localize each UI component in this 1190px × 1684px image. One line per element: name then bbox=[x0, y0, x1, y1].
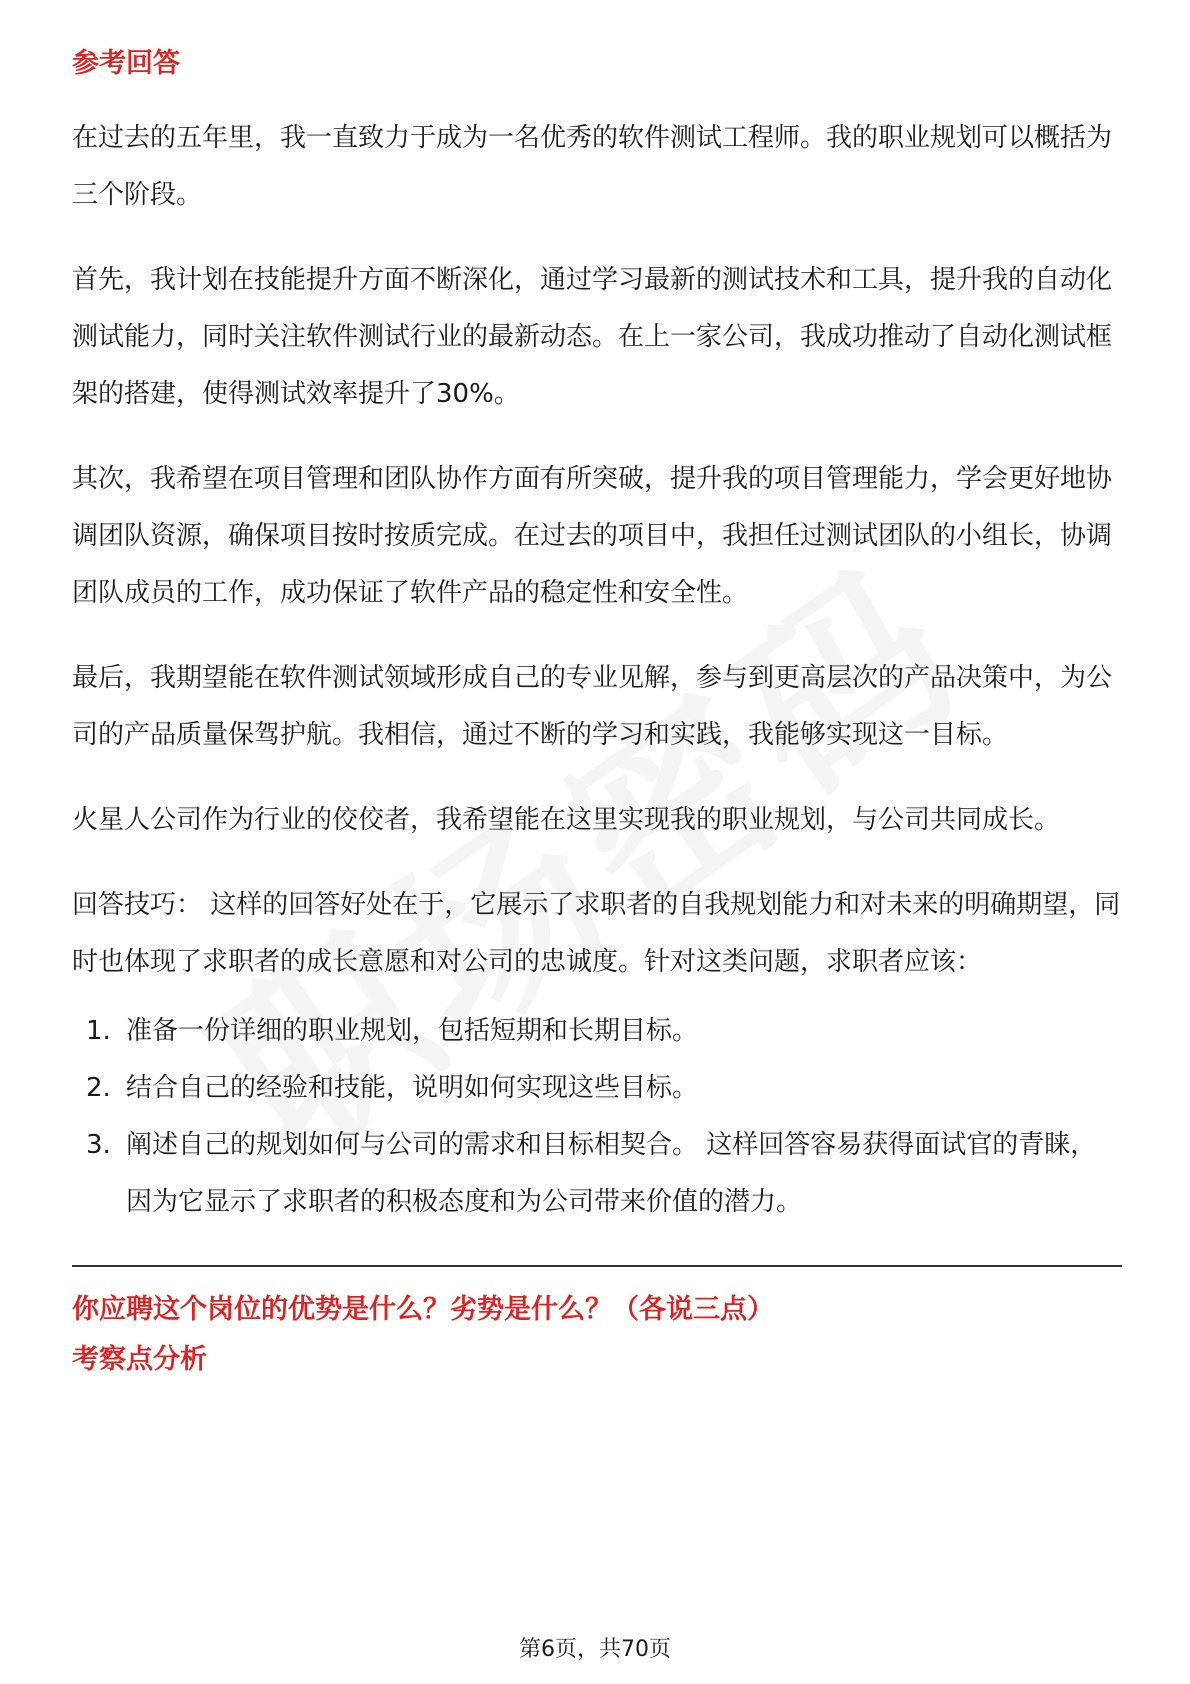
next-question-title: 你应聘这个岗位的优势是什么？劣势是什么？（各说三点） bbox=[72, 1294, 774, 1325]
list-item-text: 准备一份详细的职业规划，包括短期和长期目标。 bbox=[126, 1016, 699, 1046]
list-number: 3. bbox=[86, 1130, 111, 1160]
list-item bbox=[72, 1117, 1122, 1231]
answer-section-title: 参考回答 bbox=[72, 48, 180, 79]
analysis-subtitle: 考察点分析 bbox=[72, 1344, 207, 1375]
list-number: 2. bbox=[86, 1073, 111, 1103]
list-item-text: 阐述自己的规划如何与公司的需求和目标相契合。 这样回答容易获得面试官的青睐，因为它显示了求职者的积极态度和为公司带来价值的潜力。 bbox=[126, 1130, 1097, 1217]
tips-intro-paragraph: 回答技巧： 这样的回答好处在于，它展示了求职者的自我规划能力和对未来的明确期望，同时也体现了求职者的成长意愿和对公司的忠诚度。针对这类问题，求职者应该： bbox=[72, 890, 1121, 977]
list-item bbox=[72, 1003, 1122, 1060]
document-page bbox=[72, 44, 1122, 1385]
answer-paragraph: 火星人公司作为行业的佼佼者，我希望能在这里实现我的职业规划，与公司共同成长。 bbox=[72, 805, 1061, 835]
answer-paragraph: 最后，我期望能在软件测试领域形成自己的专业见解，参与到更高层次的产品决策中，为公司的产品质量保驾护航。我相信，通过不断的学习和实践，我能够实现这一目标。 bbox=[72, 663, 1113, 750]
section-divider bbox=[72, 1265, 1122, 1267]
answer-paragraph: 其次，我希望在项目管理和团队协作方面有所突破，提升我的项目管理能力，学会更好地协调团队资源，确保项目按时按质完成。在过去的项目中，我担任过测试团队的小组长，协调团队成员的工作，成功保证了软件产品的稳定性和安全性。 bbox=[72, 464, 1113, 608]
answer-paragraph: 首先，我计划在技能提升方面不断深化，通过学习最新的测试技术和工具，提升我的自动化测试能力，同时关注软件测试行业的最新动态。在上一家公司，我成功推动了自动化测试框架的搭建，使得测试效率提升了30%。 bbox=[72, 265, 1113, 409]
tips-list bbox=[72, 1003, 1122, 1231]
page-number: 第6页，共70页 bbox=[519, 1637, 671, 1662]
answer-paragraph: 在过去的五年里，我一直致力于成为一名优秀的软件测试工程师。我的职业规划可以概括为三个阶段。 bbox=[72, 123, 1113, 210]
list-item bbox=[72, 1060, 1122, 1117]
list-item-text: 结合自己的经验和技能，说明如何实现这些目标。 bbox=[126, 1073, 699, 1103]
list-number: 1. bbox=[86, 1016, 111, 1046]
